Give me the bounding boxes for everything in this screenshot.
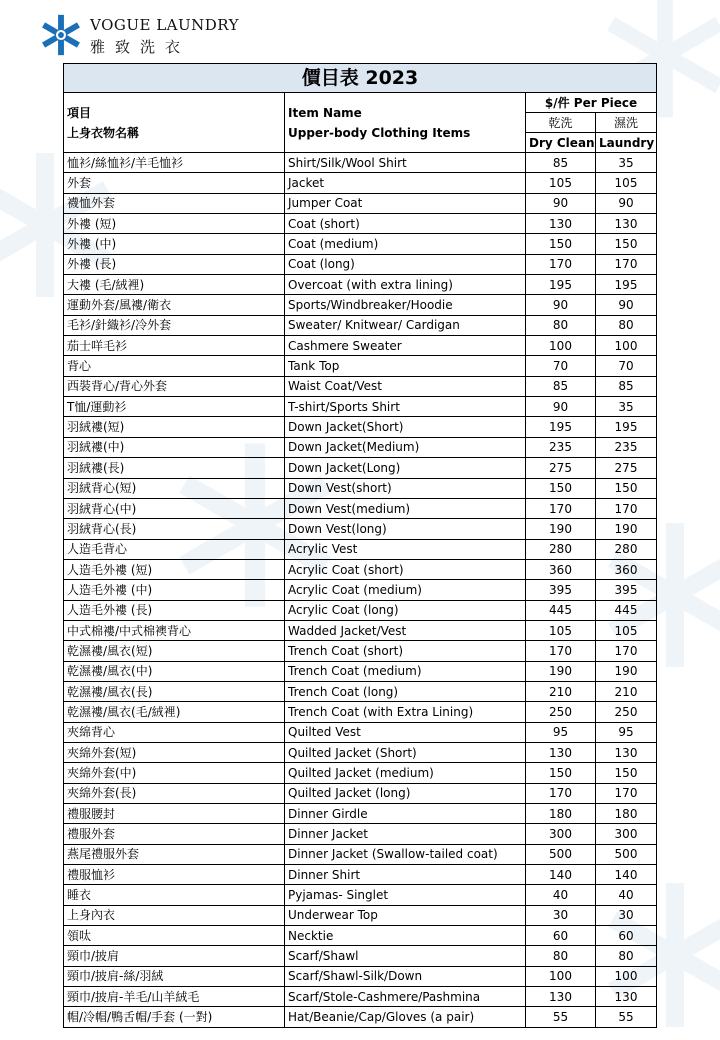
- item-name-zh: 夾綿外套(中): [64, 763, 285, 783]
- table-row: [64, 336, 657, 356]
- item-name-zh: 人造毛外褸 (短): [64, 559, 285, 579]
- item-name-en: Dinner Girdle: [285, 804, 526, 824]
- dry-clean-price: 210: [526, 681, 596, 701]
- laundry-price: 170: [596, 783, 657, 803]
- dry-clean-price: 170: [526, 254, 596, 274]
- item-name-zh: 乾濕褸/風衣(中): [64, 661, 285, 681]
- laundry-price: 170: [596, 641, 657, 661]
- dry-clean-price: 250: [526, 702, 596, 722]
- dry-clean-price: 300: [526, 824, 596, 844]
- item-name-zh: 襪恤外套: [64, 193, 285, 213]
- item-name-en: Hat/Beanie/Cap/Gloves (a pair): [285, 1007, 526, 1027]
- table-row: [64, 742, 657, 762]
- snowflake-logo-icon: [40, 14, 82, 56]
- header-item-zh-line2: 上身衣物名稱: [67, 125, 140, 140]
- table-row: [64, 763, 657, 783]
- laundry-price: 100: [596, 336, 657, 356]
- item-name-en: Down Jacket(Long): [285, 458, 526, 478]
- table-row: [64, 865, 657, 885]
- item-name-en: Scarf/Stole-Cashmere/Pashmina: [285, 987, 526, 1007]
- dry-clean-price: 105: [526, 173, 596, 193]
- item-name-en: Quilted Jacket (medium): [285, 763, 526, 783]
- laundry-price: 445: [596, 600, 657, 620]
- laundry-price: 150: [596, 763, 657, 783]
- item-name-en: Jacket: [285, 173, 526, 193]
- item-name-zh: 外套: [64, 173, 285, 193]
- table-row: [64, 702, 657, 722]
- table-row: [64, 620, 657, 640]
- laundry-price: 35: [596, 153, 657, 173]
- dry-clean-price: 40: [526, 885, 596, 905]
- dry-clean-price: 195: [526, 417, 596, 437]
- laundry-price: 300: [596, 824, 657, 844]
- laundry-price: 55: [596, 1007, 657, 1027]
- item-name-en: Quilted Jacket (Short): [285, 742, 526, 762]
- item-name-en: T-shirt/Sports Shirt: [285, 397, 526, 417]
- table-row: [64, 641, 657, 661]
- item-name-zh: 羽絨背心(短): [64, 478, 285, 498]
- item-name-zh: 羽絨褸(短): [64, 417, 285, 437]
- table-row: [64, 376, 657, 396]
- price-table-title: 價目表 2023: [64, 64, 657, 93]
- item-name-zh: 外褸 (長): [64, 254, 285, 274]
- brand-name-en: VOGUE LAUNDRY: [90, 16, 240, 34]
- item-name-en: Sweater/ Knitwear/ Cardigan: [285, 315, 526, 335]
- header-item-en-line1: Item Name: [288, 105, 362, 120]
- item-name-zh: 中式棉褸/中式棉襖背心: [64, 620, 285, 640]
- item-name-zh: 運動外套/風褸/衛衣: [64, 295, 285, 315]
- header-item-zh-line1: 項目: [67, 105, 92, 120]
- item-name-en: Acrylic Coat (medium): [285, 580, 526, 600]
- dry-clean-price: 130: [526, 987, 596, 1007]
- item-name-zh: 頸巾/披肩-絲/羽絨: [64, 966, 285, 986]
- item-name-en: Trench Coat (short): [285, 641, 526, 661]
- item-name-zh: T恤/運動衫: [64, 397, 285, 417]
- dry-clean-price: 100: [526, 966, 596, 986]
- header-laundry-en: Laundry: [596, 133, 657, 153]
- item-name-en: Sports/Windbreaker/Hoodie: [285, 295, 526, 315]
- table-row: [64, 275, 657, 295]
- dry-clean-price: 80: [526, 315, 596, 335]
- dry-clean-price: 85: [526, 376, 596, 396]
- laundry-price: 150: [596, 234, 657, 254]
- table-row: [64, 397, 657, 417]
- laundry-price: 190: [596, 661, 657, 681]
- header-price-group: $/件 Per Piece: [526, 93, 657, 113]
- table-row: [64, 295, 657, 315]
- dry-clean-price: 275: [526, 458, 596, 478]
- dry-clean-price: 170: [526, 641, 596, 661]
- dry-clean-price: 170: [526, 498, 596, 518]
- dry-clean-price: 30: [526, 905, 596, 925]
- item-name-en: Down Vest(medium): [285, 498, 526, 518]
- dry-clean-price: 105: [526, 620, 596, 640]
- table-row: [64, 722, 657, 742]
- dry-clean-price: 235: [526, 437, 596, 457]
- item-name-zh: 恤衫/絲恤衫/羊毛恤衫: [64, 153, 285, 173]
- item-name-en: Cashmere Sweater: [285, 336, 526, 356]
- laundry-price: 235: [596, 437, 657, 457]
- laundry-price: 130: [596, 742, 657, 762]
- item-name-zh: 外褸 (短): [64, 214, 285, 234]
- item-name-zh: 禮服恤衫: [64, 865, 285, 885]
- item-name-zh: 夾綿外套(短): [64, 742, 285, 762]
- laundry-price: 150: [596, 478, 657, 498]
- table-row: [64, 783, 657, 803]
- dry-clean-price: 80: [526, 946, 596, 966]
- item-name-zh: 外褸 (中): [64, 234, 285, 254]
- laundry-price: 70: [596, 356, 657, 376]
- item-name-zh: 燕尾禮服外套: [64, 844, 285, 864]
- dry-clean-price: 70: [526, 356, 596, 376]
- item-name-en: Trench Coat (long): [285, 681, 526, 701]
- dry-clean-price: 150: [526, 478, 596, 498]
- table-row: [64, 559, 657, 579]
- item-name-zh: 乾濕褸/風衣(長): [64, 681, 285, 701]
- item-name-en: Trench Coat (medium): [285, 661, 526, 681]
- laundry-price: 170: [596, 498, 657, 518]
- item-name-zh: 人造毛背心: [64, 539, 285, 559]
- table-row: [64, 905, 657, 925]
- dry-clean-price: 55: [526, 1007, 596, 1027]
- dry-clean-price: 85: [526, 153, 596, 173]
- item-name-en: Dinner Shirt: [285, 865, 526, 885]
- laundry-price: 170: [596, 254, 657, 274]
- laundry-price: 105: [596, 173, 657, 193]
- table-row: [64, 153, 657, 173]
- item-name-en: Pyjamas- Singlet: [285, 885, 526, 905]
- item-name-en: Quilted Jacket (long): [285, 783, 526, 803]
- laundry-price: 180: [596, 804, 657, 824]
- item-name-zh: 人造毛外褸 (長): [64, 600, 285, 620]
- laundry-price: 90: [596, 295, 657, 315]
- dry-clean-price: 360: [526, 559, 596, 579]
- laundry-price: 95: [596, 722, 657, 742]
- laundry-price: 30: [596, 905, 657, 925]
- laundry-price: 80: [596, 946, 657, 966]
- dry-clean-price: 60: [526, 926, 596, 946]
- dry-clean-price: 150: [526, 234, 596, 254]
- item-name-en: Shirt/Silk/Wool Shirt: [285, 153, 526, 173]
- laundry-price: 250: [596, 702, 657, 722]
- table-row: [64, 966, 657, 986]
- item-name-en: Coat (long): [285, 254, 526, 274]
- item-name-en: Trench Coat (with Extra Lining): [285, 702, 526, 722]
- item-name-en: Jumper Coat: [285, 193, 526, 213]
- item-name-zh: 上身內衣: [64, 905, 285, 925]
- table-row: [64, 824, 657, 844]
- table-row: [64, 661, 657, 681]
- price-table: [63, 63, 657, 1028]
- item-name-en: Scarf/Shawl-Silk/Down: [285, 966, 526, 986]
- laundry-price: 100: [596, 966, 657, 986]
- dry-clean-price: 190: [526, 661, 596, 681]
- table-row: [64, 214, 657, 234]
- laundry-price: 195: [596, 275, 657, 295]
- item-name-en: Coat (short): [285, 214, 526, 234]
- item-name-en: Tank Top: [285, 356, 526, 376]
- item-name-en: Acrylic Vest: [285, 539, 526, 559]
- header-laundry-zh: 濕洗: [596, 113, 657, 133]
- header-dry-zh: 乾洗: [526, 113, 596, 133]
- table-row: [64, 417, 657, 437]
- item-name-zh: 禮服外套: [64, 824, 285, 844]
- laundry-price: 35: [596, 397, 657, 417]
- item-name-zh: 羽絨背心(長): [64, 519, 285, 539]
- dry-clean-price: 150: [526, 763, 596, 783]
- dry-clean-price: 195: [526, 275, 596, 295]
- laundry-price: 190: [596, 519, 657, 539]
- header-item-en-line2: Upper-body Clothing Items: [288, 125, 471, 140]
- brand-logo: [40, 12, 240, 58]
- table-row: [64, 681, 657, 701]
- item-name-en: Waist Coat/Vest: [285, 376, 526, 396]
- dry-clean-price: 100: [526, 336, 596, 356]
- table-row: [64, 926, 657, 946]
- dry-clean-price: 395: [526, 580, 596, 600]
- item-name-en: Dinner Jacket: [285, 824, 526, 844]
- item-name-zh: 領呔: [64, 926, 285, 946]
- table-row: [64, 173, 657, 193]
- table-row: [64, 356, 657, 376]
- item-name-zh: 毛衫/針織衫/冷外套: [64, 315, 285, 335]
- dry-clean-price: 180: [526, 804, 596, 824]
- item-name-en: Acrylic Coat (short): [285, 559, 526, 579]
- dry-clean-price: 500: [526, 844, 596, 864]
- laundry-price: 105: [596, 620, 657, 640]
- header-item-en: [285, 93, 526, 153]
- laundry-price: 130: [596, 214, 657, 234]
- item-name-en: Down Vest(short): [285, 478, 526, 498]
- table-row: [64, 987, 657, 1007]
- table-row: [64, 498, 657, 518]
- laundry-price: 130: [596, 987, 657, 1007]
- dry-clean-price: 95: [526, 722, 596, 742]
- table-row: [64, 600, 657, 620]
- laundry-price: 275: [596, 458, 657, 478]
- item-name-en: Acrylic Coat (long): [285, 600, 526, 620]
- table-row: [64, 315, 657, 335]
- item-name-zh: 乾濕褸/風衣(短): [64, 641, 285, 661]
- item-name-zh: 西裝背心/背心外套: [64, 376, 285, 396]
- item-name-zh: 背心: [64, 356, 285, 376]
- item-name-en: Dinner Jacket (Swallow-tailed coat): [285, 844, 526, 864]
- dry-clean-price: 445: [526, 600, 596, 620]
- table-row: [64, 437, 657, 457]
- item-name-zh: 帽/冷帽/鴨舌帽/手套 (一對): [64, 1007, 285, 1027]
- item-name-zh: 羽絨褸(中): [64, 437, 285, 457]
- item-name-zh: 大褸 (毛/絨裡): [64, 275, 285, 295]
- table-row: [64, 254, 657, 274]
- dry-clean-price: 190: [526, 519, 596, 539]
- item-name-en: Down Jacket(Short): [285, 417, 526, 437]
- item-name-zh: 乾濕褸/風衣(毛/絨裡): [64, 702, 285, 722]
- table-row: [64, 885, 657, 905]
- item-name-zh: 羽絨褸(長): [64, 458, 285, 478]
- item-name-en: Necktie: [285, 926, 526, 946]
- item-name-en: Wadded Jacket/Vest: [285, 620, 526, 640]
- laundry-price: 280: [596, 539, 657, 559]
- item-name-en: Scarf/Shawl: [285, 946, 526, 966]
- laundry-price: 360: [596, 559, 657, 579]
- header-row: [64, 93, 657, 113]
- item-name-en: Overcoat (with extra lining): [285, 275, 526, 295]
- item-name-zh: 睡衣: [64, 885, 285, 905]
- table-row: [64, 1007, 657, 1027]
- item-name-zh: 頸巾/披肩: [64, 946, 285, 966]
- laundry-price: 40: [596, 885, 657, 905]
- laundry-price: 80: [596, 315, 657, 335]
- item-name-en: Down Vest(long): [285, 519, 526, 539]
- item-name-zh: 夾綿外套(長): [64, 783, 285, 803]
- item-name-zh: 禮服腰封: [64, 804, 285, 824]
- laundry-price: 85: [596, 376, 657, 396]
- table-row: [64, 580, 657, 600]
- table-row: [64, 234, 657, 254]
- table-row: [64, 946, 657, 966]
- dry-clean-price: 90: [526, 193, 596, 213]
- laundry-price: 500: [596, 844, 657, 864]
- item-name-en: Quilted Vest: [285, 722, 526, 742]
- header-dry-en: Dry Clean: [526, 133, 596, 153]
- item-name-en: Underwear Top: [285, 905, 526, 925]
- item-name-zh: 頸巾/披肩-羊毛/山羊絨毛: [64, 987, 285, 1007]
- dry-clean-price: 130: [526, 742, 596, 762]
- laundry-price: 395: [596, 580, 657, 600]
- table-row: [64, 804, 657, 824]
- laundry-price: 90: [596, 193, 657, 213]
- table-row: [64, 478, 657, 498]
- dry-clean-price: 140: [526, 865, 596, 885]
- table-row: [64, 519, 657, 539]
- item-name-zh: 羽絨背心(中): [64, 498, 285, 518]
- item-name-en: Down Jacket(Medium): [285, 437, 526, 457]
- price-table-title-row: [64, 64, 657, 93]
- brand-name-zh: 雅致洗衣: [90, 38, 191, 56]
- table-row: [64, 193, 657, 213]
- item-name-zh: 茄士咩毛衫: [64, 336, 285, 356]
- laundry-price: 140: [596, 865, 657, 885]
- dry-clean-price: 280: [526, 539, 596, 559]
- dry-clean-price: 90: [526, 295, 596, 315]
- dry-clean-price: 90: [526, 397, 596, 417]
- laundry-price: 60: [596, 926, 657, 946]
- item-name-en: Coat (medium): [285, 234, 526, 254]
- header-item-zh: [64, 93, 285, 153]
- item-name-zh: 夾綿背心: [64, 722, 285, 742]
- item-name-zh: 人造毛外褸 (中): [64, 580, 285, 600]
- table-row: [64, 458, 657, 478]
- dry-clean-price: 170: [526, 783, 596, 803]
- laundry-price: 195: [596, 417, 657, 437]
- dry-clean-price: 130: [526, 214, 596, 234]
- laundry-price: 210: [596, 681, 657, 701]
- table-row: [64, 539, 657, 559]
- table-row: [64, 844, 657, 864]
